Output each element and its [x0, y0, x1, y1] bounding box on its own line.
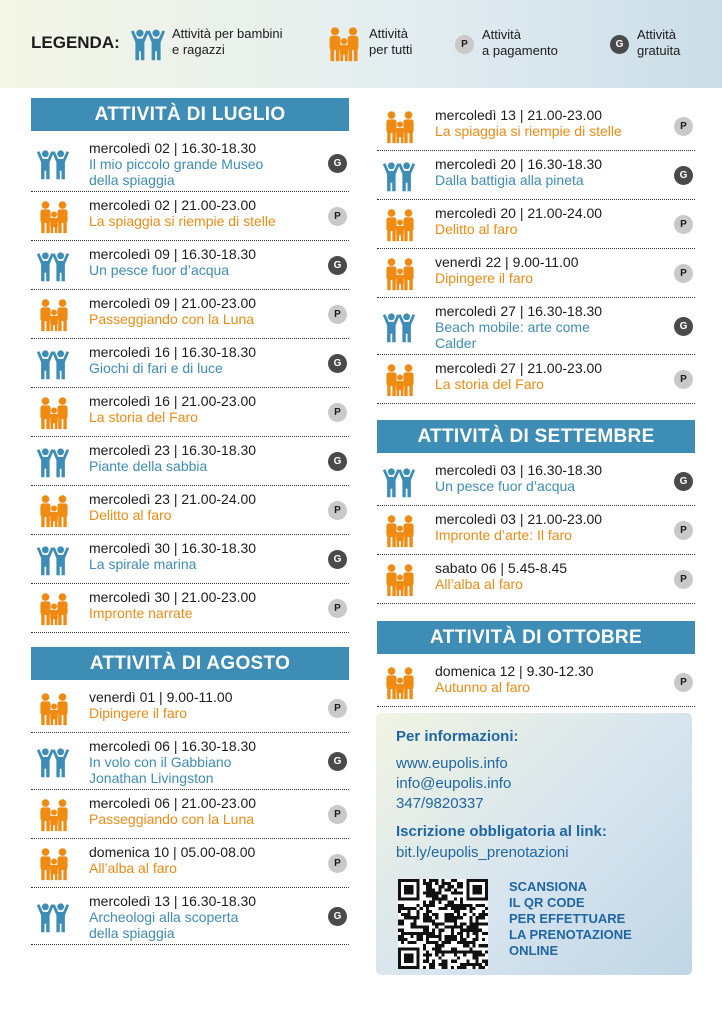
event-date: mercoledì 06 | 21.00-23.00 — [89, 795, 257, 811]
event-row — [377, 658, 695, 707]
left-column — [31, 98, 349, 945]
legend-free-line1: Attività — [637, 27, 677, 42]
children-icon — [382, 465, 416, 499]
legend-kids-line2: e ragazzi — [172, 42, 225, 57]
event-date: sabato 06 | 5.45-8.45 — [435, 560, 568, 576]
phone-number[interactable]: 347/9820337 — [396, 795, 484, 812]
event-title: Impronte d’arte: Il faro — [435, 527, 572, 543]
event-date: mercoledì 16 | 21.00-23.00 — [89, 393, 257, 409]
event-date: mercoledì 23 | 21.00-24.00 — [89, 491, 257, 507]
paid-badge-icon: P — [674, 117, 693, 136]
family-icon — [382, 257, 416, 291]
paid-badge-icon: P — [328, 305, 347, 324]
event-date: mercoledì 02 | 21.00-23.00 — [89, 197, 257, 213]
children-icon — [382, 310, 416, 344]
children-icon — [36, 445, 70, 479]
event-title: La spiaggia si riempie di stelle — [435, 123, 622, 139]
event-title: Impronte narrate — [89, 605, 193, 621]
paid-badge-icon: P — [674, 570, 693, 589]
family-icon — [382, 563, 416, 597]
event-row — [31, 241, 349, 290]
legend-all — [325, 26, 412, 62]
qr-code-icon[interactable] — [398, 879, 488, 969]
family-icon — [36, 200, 70, 234]
website-link[interactable]: www.eupolis.info — [396, 755, 508, 772]
event-row — [377, 506, 695, 555]
paid-badge-icon: P — [674, 673, 693, 692]
free-badge-icon: G — [674, 166, 693, 185]
event-title: Autunno al faro — [435, 679, 530, 695]
free-badge-icon: G — [328, 154, 347, 173]
event-title-line2: della spiaggia — [89, 172, 175, 188]
free-badge-icon: G — [674, 317, 693, 336]
free-badge-icon: G — [328, 452, 347, 471]
legend-free-line2: gratuita — [637, 43, 681, 58]
event-title: Piante della sabbia — [89, 458, 208, 474]
event-title: Dalla battigia alla pineta — [435, 172, 584, 188]
family-icon — [382, 110, 416, 144]
event-date: mercoledì 09 | 21.00-23.00 — [89, 295, 257, 311]
event-title: La storia del Faro — [89, 409, 198, 425]
september-header: ATTIVITÀ DI SETTEMBRE — [377, 420, 695, 453]
family-icon — [382, 208, 416, 242]
event-row — [31, 437, 349, 486]
family-icon — [382, 514, 416, 548]
free-badge-icon: G — [328, 256, 347, 275]
event-title: All’alba al faro — [435, 576, 523, 592]
event-row — [31, 290, 349, 339]
event-row — [31, 888, 349, 945]
event-date: mercoledì 13 | 16.30-18.30 — [89, 893, 257, 909]
event-row — [377, 457, 695, 506]
event-title: Il mio piccolo grande Museo — [89, 156, 264, 172]
legend-kids — [130, 26, 283, 62]
event-title: Dipingere il faro — [435, 270, 534, 286]
email-link[interactable]: info@eupolis.info — [396, 775, 512, 792]
signup-link[interactable]: bit.ly/eupolis_prenotazioni — [396, 844, 569, 861]
event-title: La storia del Faro — [435, 376, 544, 392]
paid-badge-icon: P — [674, 215, 693, 234]
event-title: La spiaggia si riempie di stelle — [89, 213, 276, 229]
event-date: mercoledì 03 | 21.00-23.00 — [435, 511, 603, 527]
qr-line-2: IL QR CODE — [509, 895, 585, 910]
family-icon — [36, 847, 70, 881]
event-date: mercoledì 27 | 16.30-18.30 — [435, 303, 603, 319]
event-row — [31, 584, 349, 633]
paid-badge-icon: P — [455, 35, 474, 54]
legend-free — [610, 27, 681, 59]
event-date: domenica 10 | 05.00-08.00 — [89, 844, 256, 860]
august-list-part1 — [31, 684, 349, 945]
event-row — [31, 733, 349, 790]
family-icon — [382, 363, 416, 397]
paid-badge-icon: P — [328, 403, 347, 422]
qr-line-3: PER EFFETTUARE — [509, 911, 626, 926]
legend-kids-line1: Attività per bambini — [172, 26, 283, 41]
july-list — [31, 135, 349, 633]
event-title: Dipingere il faro — [89, 705, 188, 721]
event-title: Beach mobile: arte come — [435, 319, 590, 335]
paid-badge-icon: P — [328, 207, 347, 226]
family-icon — [382, 666, 416, 700]
children-icon — [36, 249, 70, 283]
august-header: ATTIVITÀ DI AGOSTO — [31, 647, 349, 680]
september-list — [377, 457, 695, 604]
children-icon — [36, 900, 70, 934]
info-heading: Per informazioni: — [396, 728, 519, 745]
event-title: Un pesce fuor d’acqua — [435, 478, 576, 494]
event-title-line2: Jonathan Livingston — [89, 770, 214, 786]
event-row — [377, 355, 695, 404]
family-icon — [36, 396, 70, 430]
event-date: mercoledì 16 | 16.30-18.30 — [89, 344, 257, 360]
event-title: La spirale marina — [89, 556, 197, 572]
signup-heading: Iscrizione obbligatoria al link: — [396, 823, 607, 840]
legend-paid-line2: a pagamento — [482, 43, 558, 58]
qr-line-1: SCANSIONA — [509, 879, 588, 894]
event-row — [31, 684, 349, 733]
event-date: venerdì 01 | 9.00-11.00 — [89, 689, 233, 705]
event-title: All’alba al faro — [89, 860, 177, 876]
free-badge-icon: G — [674, 472, 693, 491]
event-date: mercoledì 06 | 16.30-18.30 — [89, 738, 257, 754]
family-icon — [36, 592, 70, 626]
family-icon — [36, 798, 70, 832]
family-icon — [36, 494, 70, 528]
event-row — [31, 339, 349, 388]
event-date: mercoledì 30 | 21.00-23.00 — [89, 589, 257, 605]
event-row — [377, 249, 695, 298]
event-row — [31, 839, 349, 888]
paid-badge-icon: P — [674, 370, 693, 389]
legend-all-line2: per tutti — [369, 42, 413, 57]
free-badge-icon: G — [610, 35, 629, 54]
event-date: mercoledì 13 | 21.00-23.00 — [435, 107, 603, 123]
legend-paid — [455, 27, 558, 59]
event-title: Un pesce fuor d’acqua — [89, 262, 230, 278]
children-icon — [36, 147, 70, 181]
legend-bar — [0, 0, 722, 88]
legend-all-line1: Attività — [369, 26, 409, 41]
family-icon — [36, 692, 70, 726]
event-row — [31, 790, 349, 839]
event-title: Passeggiando con la Luna — [89, 811, 255, 827]
event-row — [377, 102, 695, 151]
legend-title: LEGENDA: — [31, 33, 120, 52]
event-date: mercoledì 30 | 16.30-18.30 — [89, 540, 257, 556]
event-date: mercoledì 23 | 16.30-18.30 — [89, 442, 257, 458]
free-badge-icon: G — [328, 752, 347, 771]
children-icon — [130, 26, 166, 62]
paid-badge-icon: P — [328, 854, 347, 873]
info-box — [376, 713, 692, 975]
children-icon — [36, 543, 70, 577]
august-list-part2 — [377, 102, 695, 404]
event-title: Delitto al faro — [89, 507, 172, 523]
free-badge-icon: G — [328, 550, 347, 569]
october-list — [377, 658, 695, 707]
free-badge-icon: G — [328, 354, 347, 373]
event-title: Passeggiando con la Luna — [89, 311, 255, 327]
event-row — [377, 151, 695, 200]
july-header: ATTIVITÀ DI LUGLIO — [31, 98, 349, 131]
children-icon — [36, 745, 70, 779]
paid-badge-icon: P — [328, 699, 347, 718]
event-title: Delitto al faro — [435, 221, 518, 237]
paid-badge-icon: P — [328, 805, 347, 824]
right-column — [377, 102, 695, 707]
children-icon — [382, 159, 416, 193]
event-row — [377, 200, 695, 249]
event-title: Giochi di fari e di luce — [89, 360, 223, 376]
event-date: mercoledì 20 | 16.30-18.30 — [435, 156, 603, 172]
family-icon — [325, 26, 363, 62]
children-icon — [36, 347, 70, 381]
paid-badge-icon: P — [674, 264, 693, 283]
family-icon — [36, 298, 70, 332]
event-title: Archeologi alla scoperta — [89, 909, 239, 925]
qr-instructions — [509, 879, 632, 959]
event-date: mercoledì 20 | 21.00-24.00 — [435, 205, 603, 221]
event-row — [31, 388, 349, 437]
october-header: ATTIVITÀ DI OTTOBRE — [377, 621, 695, 654]
event-date: domenica 12 | 9.30-12.30 — [435, 663, 594, 679]
event-date: mercoledì 02 | 16.30-18.30 — [89, 140, 257, 156]
qr-line-4: LA PRENOTAZIONE — [509, 927, 632, 942]
paid-badge-icon: P — [674, 521, 693, 540]
qr-line-5: ONLINE — [509, 943, 559, 958]
event-date: mercoledì 03 | 16.30-18.30 — [435, 462, 603, 478]
event-title-line2: Calder — [435, 335, 477, 351]
event-title: In volo con il Gabbiano — [89, 754, 232, 770]
paid-badge-icon: P — [328, 599, 347, 618]
free-badge-icon: G — [328, 907, 347, 926]
event-row — [377, 298, 695, 355]
event-date: venerdì 22 | 9.00-11.00 — [435, 254, 579, 270]
event-row — [377, 555, 695, 604]
event-row — [31, 486, 349, 535]
event-row — [31, 535, 349, 584]
legend-paid-line1: Attività — [482, 27, 522, 42]
event-row — [31, 192, 349, 241]
event-date: mercoledì 09 | 16.30-18.30 — [89, 246, 257, 262]
event-row — [31, 135, 349, 192]
paid-badge-icon: P — [328, 501, 347, 520]
event-title-line2: della spiaggia — [89, 925, 175, 941]
event-date: mercoledì 27 | 21.00-23.00 — [435, 360, 603, 376]
